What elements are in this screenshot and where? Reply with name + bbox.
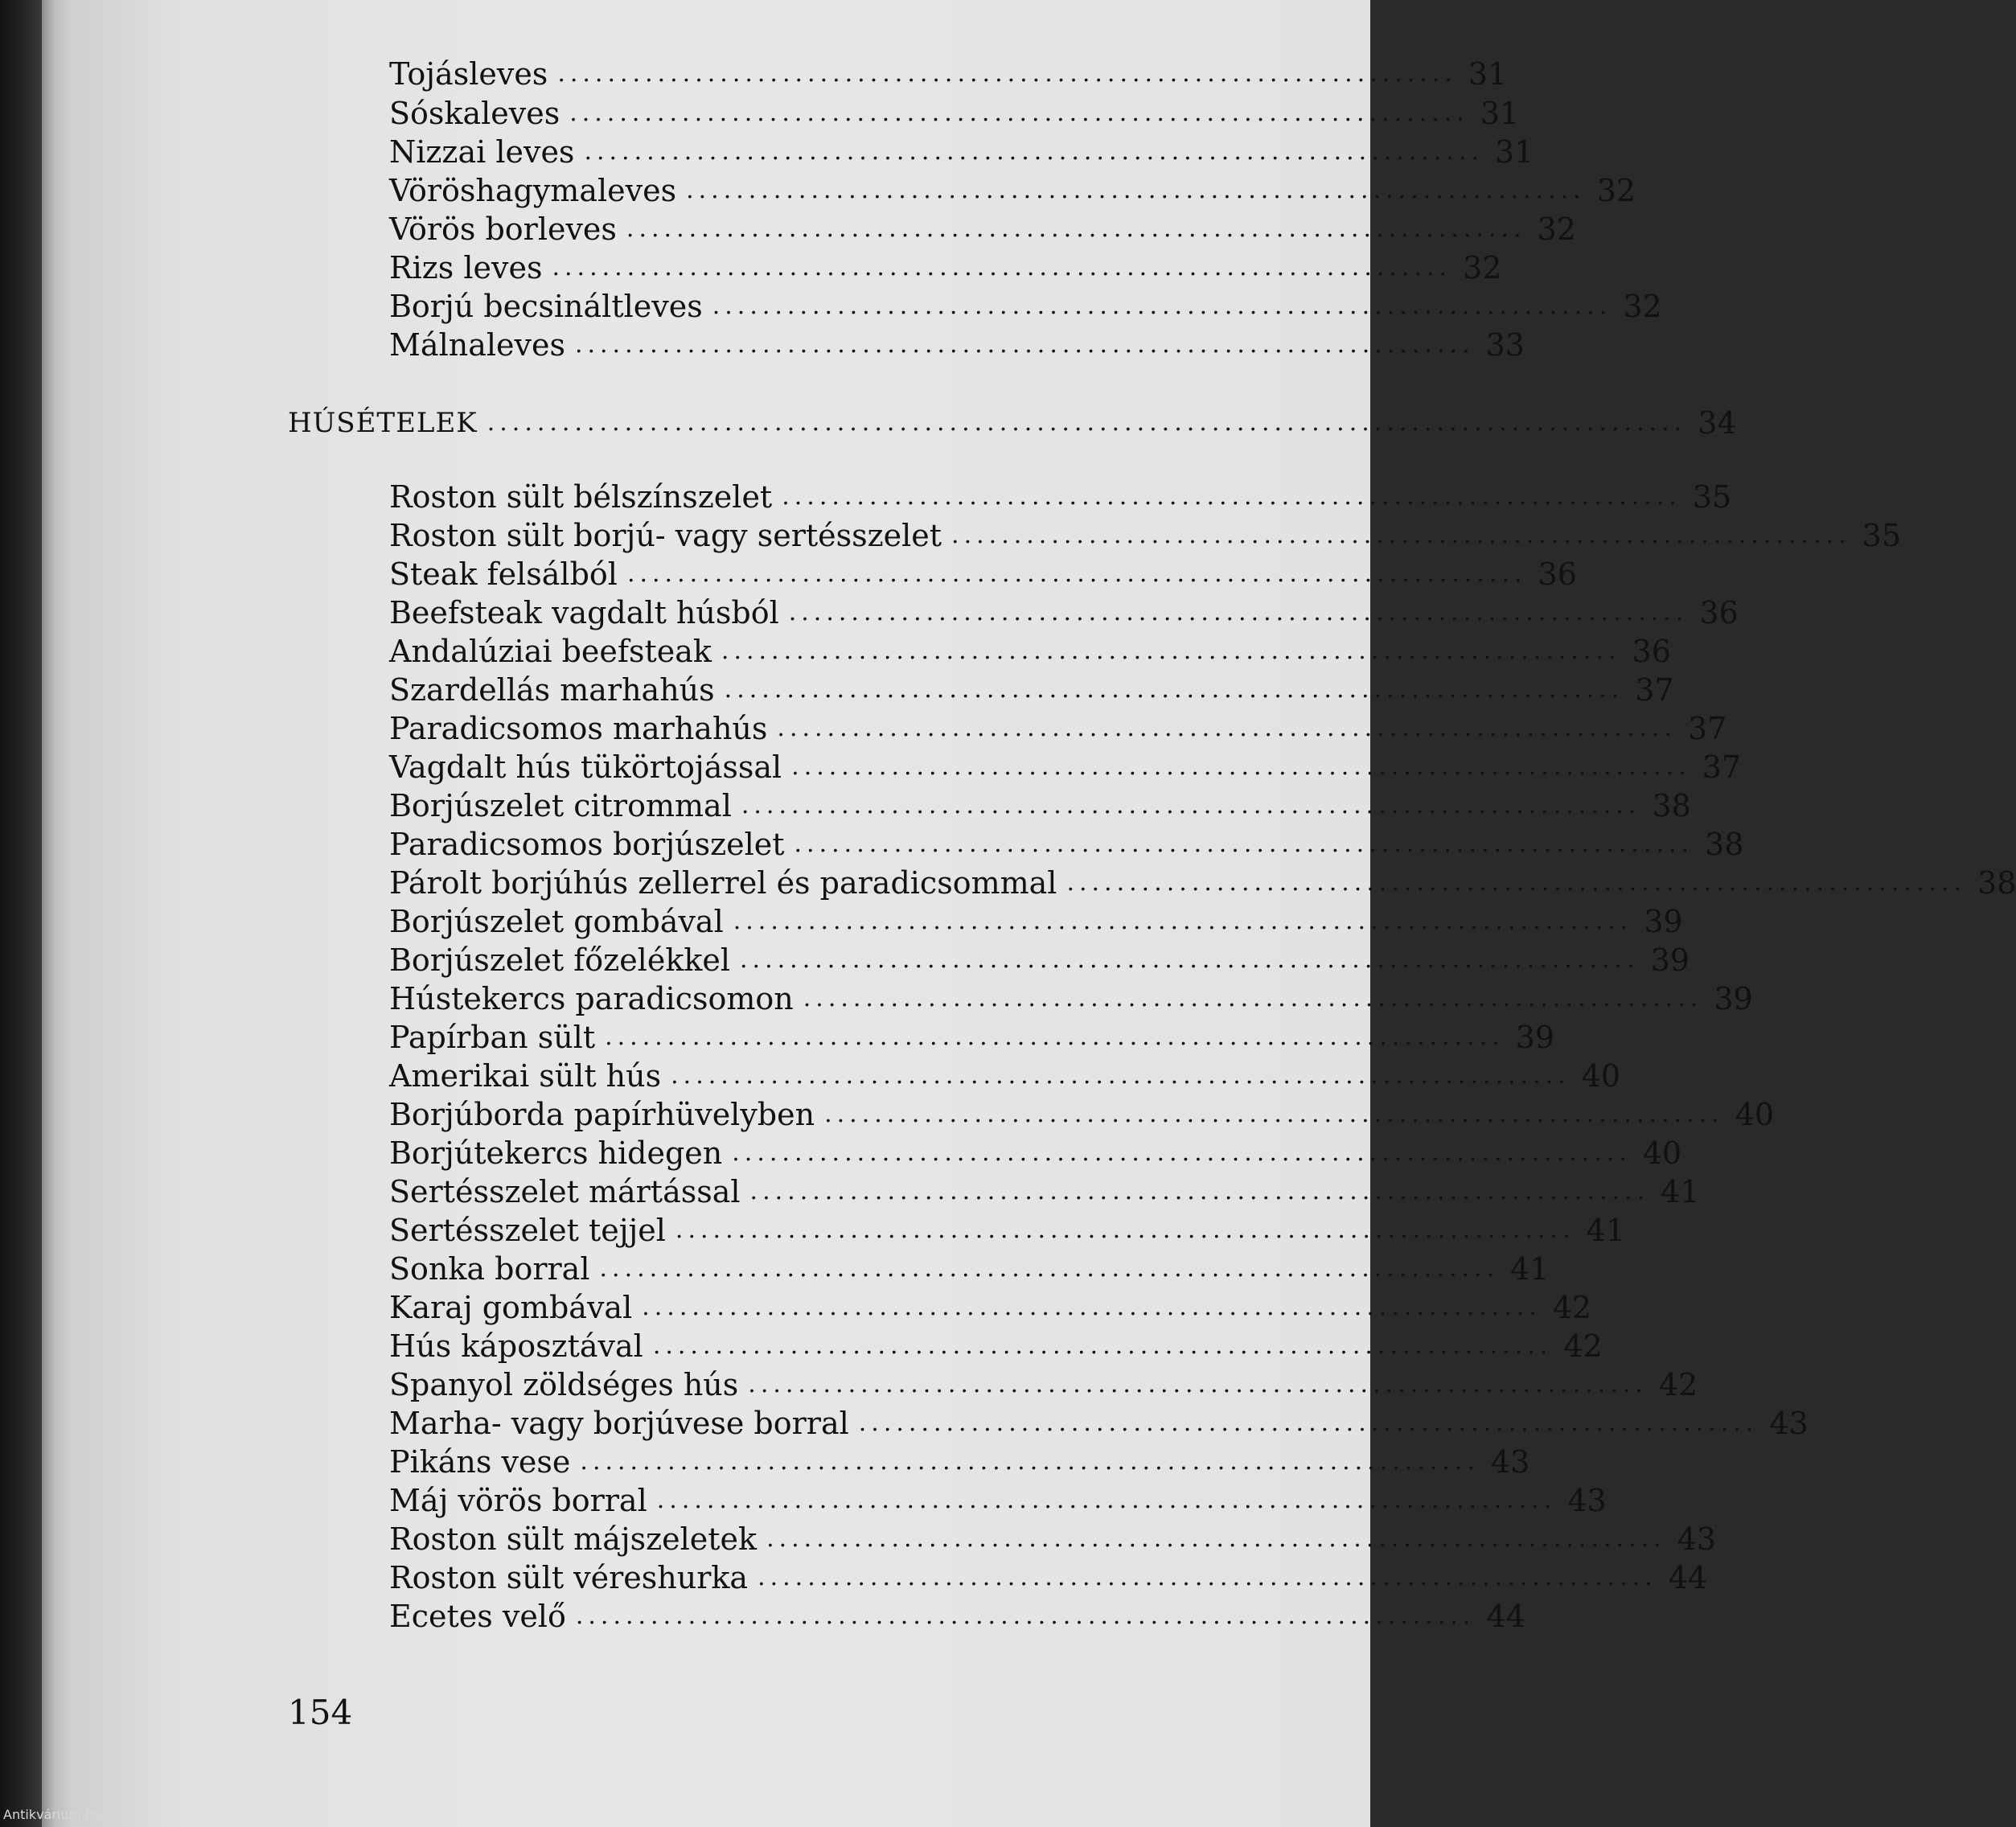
- toc-entry: [389, 248, 1502, 287]
- leader-dots: ........................................................................: [652, 1332, 1553, 1360]
- toc-entry: [389, 671, 1674, 709]
- toc-entry: [389, 1520, 1717, 1558]
- toc-entry-title: Paradicsomos borjúszelet: [389, 827, 785, 862]
- toc-entry-title: Roston sült májszeletek: [389, 1521, 758, 1557]
- toc-entry-title: Papírban sült: [389, 1020, 596, 1055]
- leader-dots: ................................................................................................: [487, 409, 1687, 437]
- leader-dots: ........................................................................: [626, 560, 1527, 588]
- toc-entry-title: Sertésszelet mártással: [389, 1174, 741, 1209]
- toc-entry-page: 43: [1491, 1444, 1530, 1480]
- toc-entry-title: Vagdalt hús tükörtojással: [389, 749, 782, 785]
- toc-entry-title: Borjú becsináltleves: [389, 289, 703, 324]
- toc-entry-page: 37: [1702, 749, 1742, 785]
- toc-entry: [389, 632, 1671, 671]
- toc-entry-title: Marha- vagy borjúvese borral: [389, 1406, 849, 1441]
- toc-entry-page: 44: [1668, 1560, 1708, 1595]
- leader-dots: ........................................................................: [824, 1100, 1724, 1128]
- leader-dots: ........................................................................: [686, 176, 1586, 204]
- leader-dots: ........................................................................: [575, 1602, 1476, 1630]
- leader-dots: ........................................................................: [671, 1061, 1571, 1090]
- toc-entry-title: Beefsteak vagdalt húsból: [389, 595, 779, 630]
- leader-dots: ........................................................................: [675, 1216, 1575, 1244]
- toc-entry-page: 40: [1581, 1058, 1621, 1094]
- toc-entry-title: Borjúszelet főzelékkel: [389, 942, 731, 978]
- leader-dots: ........................................................................: [584, 138, 1484, 166]
- toc-entry-title: Borjúborda papírhüvelyben: [389, 1097, 815, 1132]
- leader-dots: ........................................................................: [733, 907, 1633, 935]
- leader-dots: ........................................................................: [791, 753, 1691, 781]
- toc-entry-title: Rizs leves: [389, 250, 543, 285]
- toc-entry: [389, 941, 1690, 979]
- toc-entry-title: Roston sült bélszínszelet: [389, 479, 773, 515]
- leader-dots: ........................................................................: [724, 675, 1624, 704]
- toc-entry: [389, 555, 1577, 593]
- leader-dots: ........................................................................: [777, 714, 1677, 742]
- toc-entry-page: 38: [1705, 827, 1744, 862]
- toc-entry-title: Ecetes velő: [389, 1599, 566, 1634]
- toc-entry-title: Steak felsálból: [389, 556, 618, 592]
- toc-entry-title: Borjútekercs hidegen: [389, 1135, 723, 1171]
- toc-entry: [389, 1134, 1682, 1172]
- toc-entry: [389, 1057, 1621, 1095]
- leader-dots: ........................................................................: [858, 1409, 1759, 1437]
- toc-entry: [389, 1404, 1809, 1443]
- toc-entry-title: Karaj gombával: [389, 1290, 633, 1325]
- toc-entry-page: 31: [1495, 134, 1534, 170]
- toc-entry: [389, 1250, 1550, 1288]
- toc-entry-page: 42: [1658, 1367, 1698, 1402]
- toc-entry-title: Vörös borleves: [389, 211, 617, 247]
- leader-dots: ........................................................................: [1066, 868, 1967, 897]
- toc-entry: [389, 748, 1742, 786]
- toc-entry: [389, 171, 1636, 210]
- toc-entry-page: 41: [1661, 1174, 1700, 1209]
- leader-dots: ........................................................................: [782, 482, 1681, 511]
- toc-entry: [389, 1481, 1607, 1520]
- leader-dots: ........................................................................: [741, 791, 1641, 819]
- toc-entry: [389, 1443, 1530, 1481]
- toc-entry-page: 39: [1515, 1020, 1555, 1055]
- toc-entry: [389, 478, 1732, 516]
- toc-entry: [389, 709, 1727, 748]
- watermark-text: Antikvárium.hu: [3, 1807, 102, 1822]
- leader-dots: ........................................................................: [557, 60, 1457, 88]
- toc-entry-title: Hús káposztával: [389, 1328, 643, 1364]
- toc-entry: [389, 210, 1576, 248]
- leader-dots: ........................................................................: [749, 1177, 1650, 1205]
- toc-entry-title: Málnaleves: [389, 327, 565, 363]
- toc-entry-page: 32: [1623, 289, 1662, 324]
- toc-entry-page: 36: [1538, 556, 1577, 592]
- toc-entry-title: Sonka borral: [389, 1251, 590, 1287]
- leader-dots: ........................................................................: [766, 1525, 1666, 1553]
- toc-entry-title: Nizzai leves: [389, 134, 575, 170]
- toc-entry-page: 31: [1468, 56, 1508, 92]
- toc-entry-title: Máj vörös borral: [389, 1483, 647, 1518]
- leader-dots: ........................................................................: [552, 253, 1452, 281]
- leader-dots: ........................................................................: [626, 215, 1526, 243]
- leader-dots: ........................................................................: [740, 946, 1640, 974]
- toc-entry-title: Roston sült véreshurka: [389, 1560, 749, 1595]
- toc-entry-title: Sóskaleves: [389, 96, 560, 131]
- toc-entry: [389, 1597, 1525, 1636]
- toc-entry-page: 39: [1644, 904, 1683, 939]
- toc-entry-page: 41: [1510, 1251, 1550, 1287]
- toc-entry-page: 33: [1485, 327, 1525, 363]
- leader-dots: ........................................................................: [656, 1486, 1557, 1514]
- leader-dots: ........................................................................: [732, 1139, 1632, 1167]
- toc-entry-title: Andalúziai beefsteak: [389, 634, 712, 669]
- toc-entry-page: 31: [1480, 96, 1520, 131]
- toc-entry-page: 32: [1463, 250, 1502, 285]
- toc-entry: [389, 1018, 1555, 1057]
- leader-dots: ........................................................................: [788, 598, 1689, 626]
- leader-dots: ........................................................................: [574, 331, 1475, 359]
- toc-entry-title: Tojásleves: [389, 56, 548, 92]
- toc-entry: [389, 133, 1534, 171]
- toc-entry: [389, 786, 1691, 825]
- toc-entry: [389, 1211, 1625, 1250]
- toc-entry-page: 36: [1632, 634, 1671, 669]
- toc-entry: [389, 516, 1902, 555]
- toc-entry-title: Borjúszelet gombával: [389, 904, 724, 939]
- toc-entry-page: 43: [1567, 1483, 1607, 1518]
- toc-entry-page: 39: [1714, 981, 1753, 1016]
- leader-dots: ........................................................................: [951, 521, 1851, 549]
- toc-entry-title: Roston sült borjú- vagy sertésszelet: [389, 518, 942, 553]
- leader-dots: ........................................................................: [642, 1293, 1542, 1321]
- toc-entry: [389, 1365, 1698, 1404]
- toc-entry-page: 43: [1769, 1406, 1809, 1441]
- toc-entry: [389, 326, 1525, 364]
- toc-entry-title: Vöröshagymaleves: [389, 173, 677, 208]
- toc-entry-page: 40: [1735, 1097, 1775, 1132]
- toc-entry-page: 42: [1563, 1328, 1603, 1364]
- toc-entry-title: Paradicsomos marhahús: [389, 711, 768, 746]
- leader-dots: ........................................................................: [712, 292, 1612, 320]
- toc-entry-title: Borjúszelet citrommal: [389, 788, 732, 823]
- leader-dots: ........................................................................: [599, 1254, 1500, 1283]
- toc-entry-page: 40: [1642, 1135, 1682, 1171]
- section-page: 34: [1698, 405, 1737, 441]
- toc-entry-page: 38: [1652, 788, 1691, 823]
- toc-entry: [389, 1327, 1603, 1365]
- toc-entry: [389, 593, 1739, 632]
- leader-dots: ........................................................................: [569, 99, 1469, 127]
- page-number: 154: [288, 1693, 353, 1732]
- toc-entry-title: Amerikai sült hús: [389, 1058, 662, 1094]
- toc-entry-title: Pikáns vese: [389, 1444, 571, 1480]
- toc-entry: [389, 979, 1753, 1018]
- toc-entry: [389, 287, 1662, 326]
- leader-dots: ........................................................................: [803, 984, 1703, 1012]
- section-title: HÚSÉTELEK: [288, 407, 478, 439]
- toc-entry-title: Spanyol zöldséges hús: [389, 1367, 739, 1402]
- leader-dots: ........................................................................: [758, 1563, 1657, 1591]
- toc-entry: [389, 94, 1520, 133]
- toc-entry: [389, 55, 1508, 93]
- leader-dots: ........................................................................: [580, 1447, 1480, 1476]
- toc-entry-page: 42: [1552, 1290, 1592, 1325]
- toc-entry-title: Hústekercs paradicsomon: [389, 981, 794, 1016]
- leader-dots: ........................................................................: [794, 830, 1694, 858]
- toc-entry-page: 37: [1635, 672, 1674, 708]
- toc-entry-page: 35: [1692, 479, 1732, 515]
- toc-entry-page: 35: [1862, 518, 1902, 553]
- toc-entry-page: 38: [1977, 865, 2016, 901]
- toc-entry-title: Szardellás marhahús: [389, 672, 715, 708]
- toc-entry: [389, 1288, 1592, 1327]
- toc-entry-page: 44: [1486, 1599, 1525, 1634]
- leader-dots: ........................................................................: [605, 1023, 1505, 1051]
- toc-section-heading: [288, 404, 1737, 442]
- toc-entry: [389, 902, 1683, 941]
- toc-entry-page: 37: [1688, 711, 1727, 746]
- toc-entry-page: 41: [1586, 1213, 1625, 1248]
- toc-entry: [389, 1095, 1775, 1134]
- toc-entry-page: 32: [1537, 211, 1576, 247]
- toc-entry-page: 36: [1699, 595, 1739, 630]
- toc-entry-title: Sertésszelet tejjel: [389, 1213, 666, 1248]
- toc-entry-title: Párolt borjúhús zellerrel és paradicsommal: [389, 865, 1057, 901]
- toc-entry-page: 32: [1596, 173, 1636, 208]
- toc-entry-page: 43: [1677, 1521, 1717, 1557]
- leader-dots: ........................................................................: [748, 1370, 1648, 1398]
- toc-entry: [389, 1172, 1700, 1211]
- leader-dots: ........................................................................: [721, 637, 1621, 665]
- toc-entry: [389, 1558, 1708, 1597]
- toc-entry: [389, 864, 2016, 902]
- toc-entry: [389, 825, 1744, 864]
- toc-entry-page: 39: [1650, 942, 1690, 978]
